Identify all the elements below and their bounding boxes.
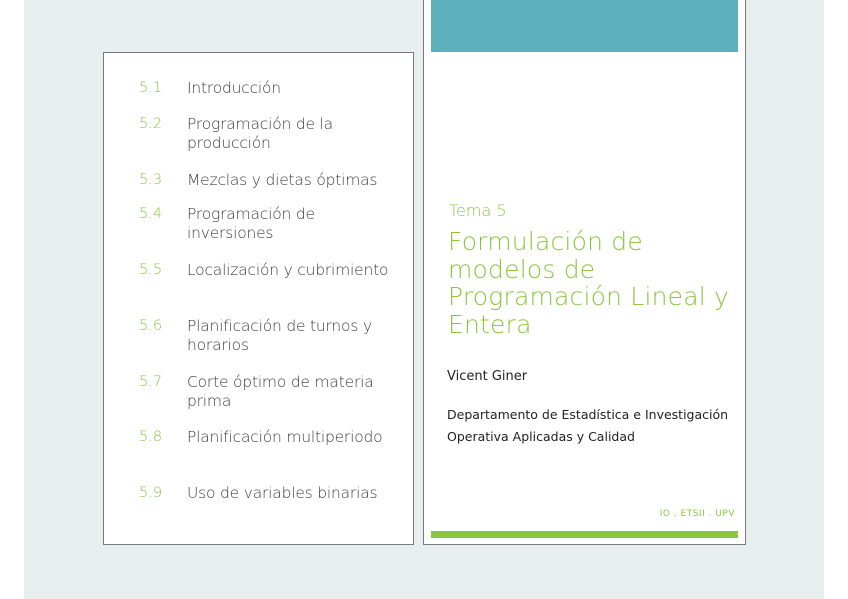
toc-item-label: Mezclas y dietas óptimas bbox=[187, 171, 378, 189]
toc-item-label: Corte óptimo de materia prima bbox=[187, 373, 374, 410]
toc-item bbox=[139, 373, 399, 411]
toc-item bbox=[139, 115, 399, 153]
toc-item-label: Planificación de turnos y horarios bbox=[187, 317, 372, 354]
toc-item bbox=[139, 205, 399, 243]
toc-item bbox=[139, 261, 399, 280]
green-footer-bar bbox=[431, 531, 738, 538]
toc-item-number: 5.6 bbox=[139, 318, 163, 334]
toc-item-label: Programación de la producción bbox=[187, 115, 333, 152]
title-card-body bbox=[431, 0, 738, 544]
toc-item-label: Programación de inversiones bbox=[187, 205, 315, 242]
toc-item-label: Uso de variables binarias bbox=[187, 484, 378, 502]
institution-tag: IO . ETSII . UPV bbox=[659, 509, 735, 519]
author-name: Vicent Giner bbox=[447, 369, 528, 384]
table-of-contents bbox=[103, 52, 414, 545]
page-title: Formulación de modelos de Programación Lineal y Entera bbox=[448, 227, 730, 339]
toc-item bbox=[139, 79, 399, 98]
toc-item-label: Planificación multiperiodo bbox=[187, 428, 383, 446]
toc-item bbox=[139, 171, 399, 190]
toc-item-number: 5.8 bbox=[139, 429, 163, 445]
toc-item-number: 5.7 bbox=[139, 374, 163, 390]
toc-item-number: 5.4 bbox=[139, 206, 163, 222]
toc-item-number: 5.2 bbox=[139, 116, 163, 132]
toc-item-number: 5.1 bbox=[139, 80, 163, 96]
toc-item-number: 5.3 bbox=[139, 172, 163, 188]
toc-item bbox=[139, 428, 399, 447]
topic-number: Tema 5 bbox=[449, 201, 507, 220]
toc-item bbox=[139, 484, 399, 503]
toc-item-number: 5.9 bbox=[139, 485, 163, 501]
teal-header-bar bbox=[431, 0, 738, 52]
title-card bbox=[423, 0, 746, 545]
toc-item-number: 5.5 bbox=[139, 262, 163, 278]
toc-item-label: Localización y cubrimiento bbox=[187, 261, 389, 279]
toc-item bbox=[139, 317, 399, 355]
department-name: Departamento de Estadística e Investigación Operativa Aplicadas y Calidad bbox=[447, 407, 729, 444]
toc-item-label: Introducción bbox=[187, 79, 281, 97]
